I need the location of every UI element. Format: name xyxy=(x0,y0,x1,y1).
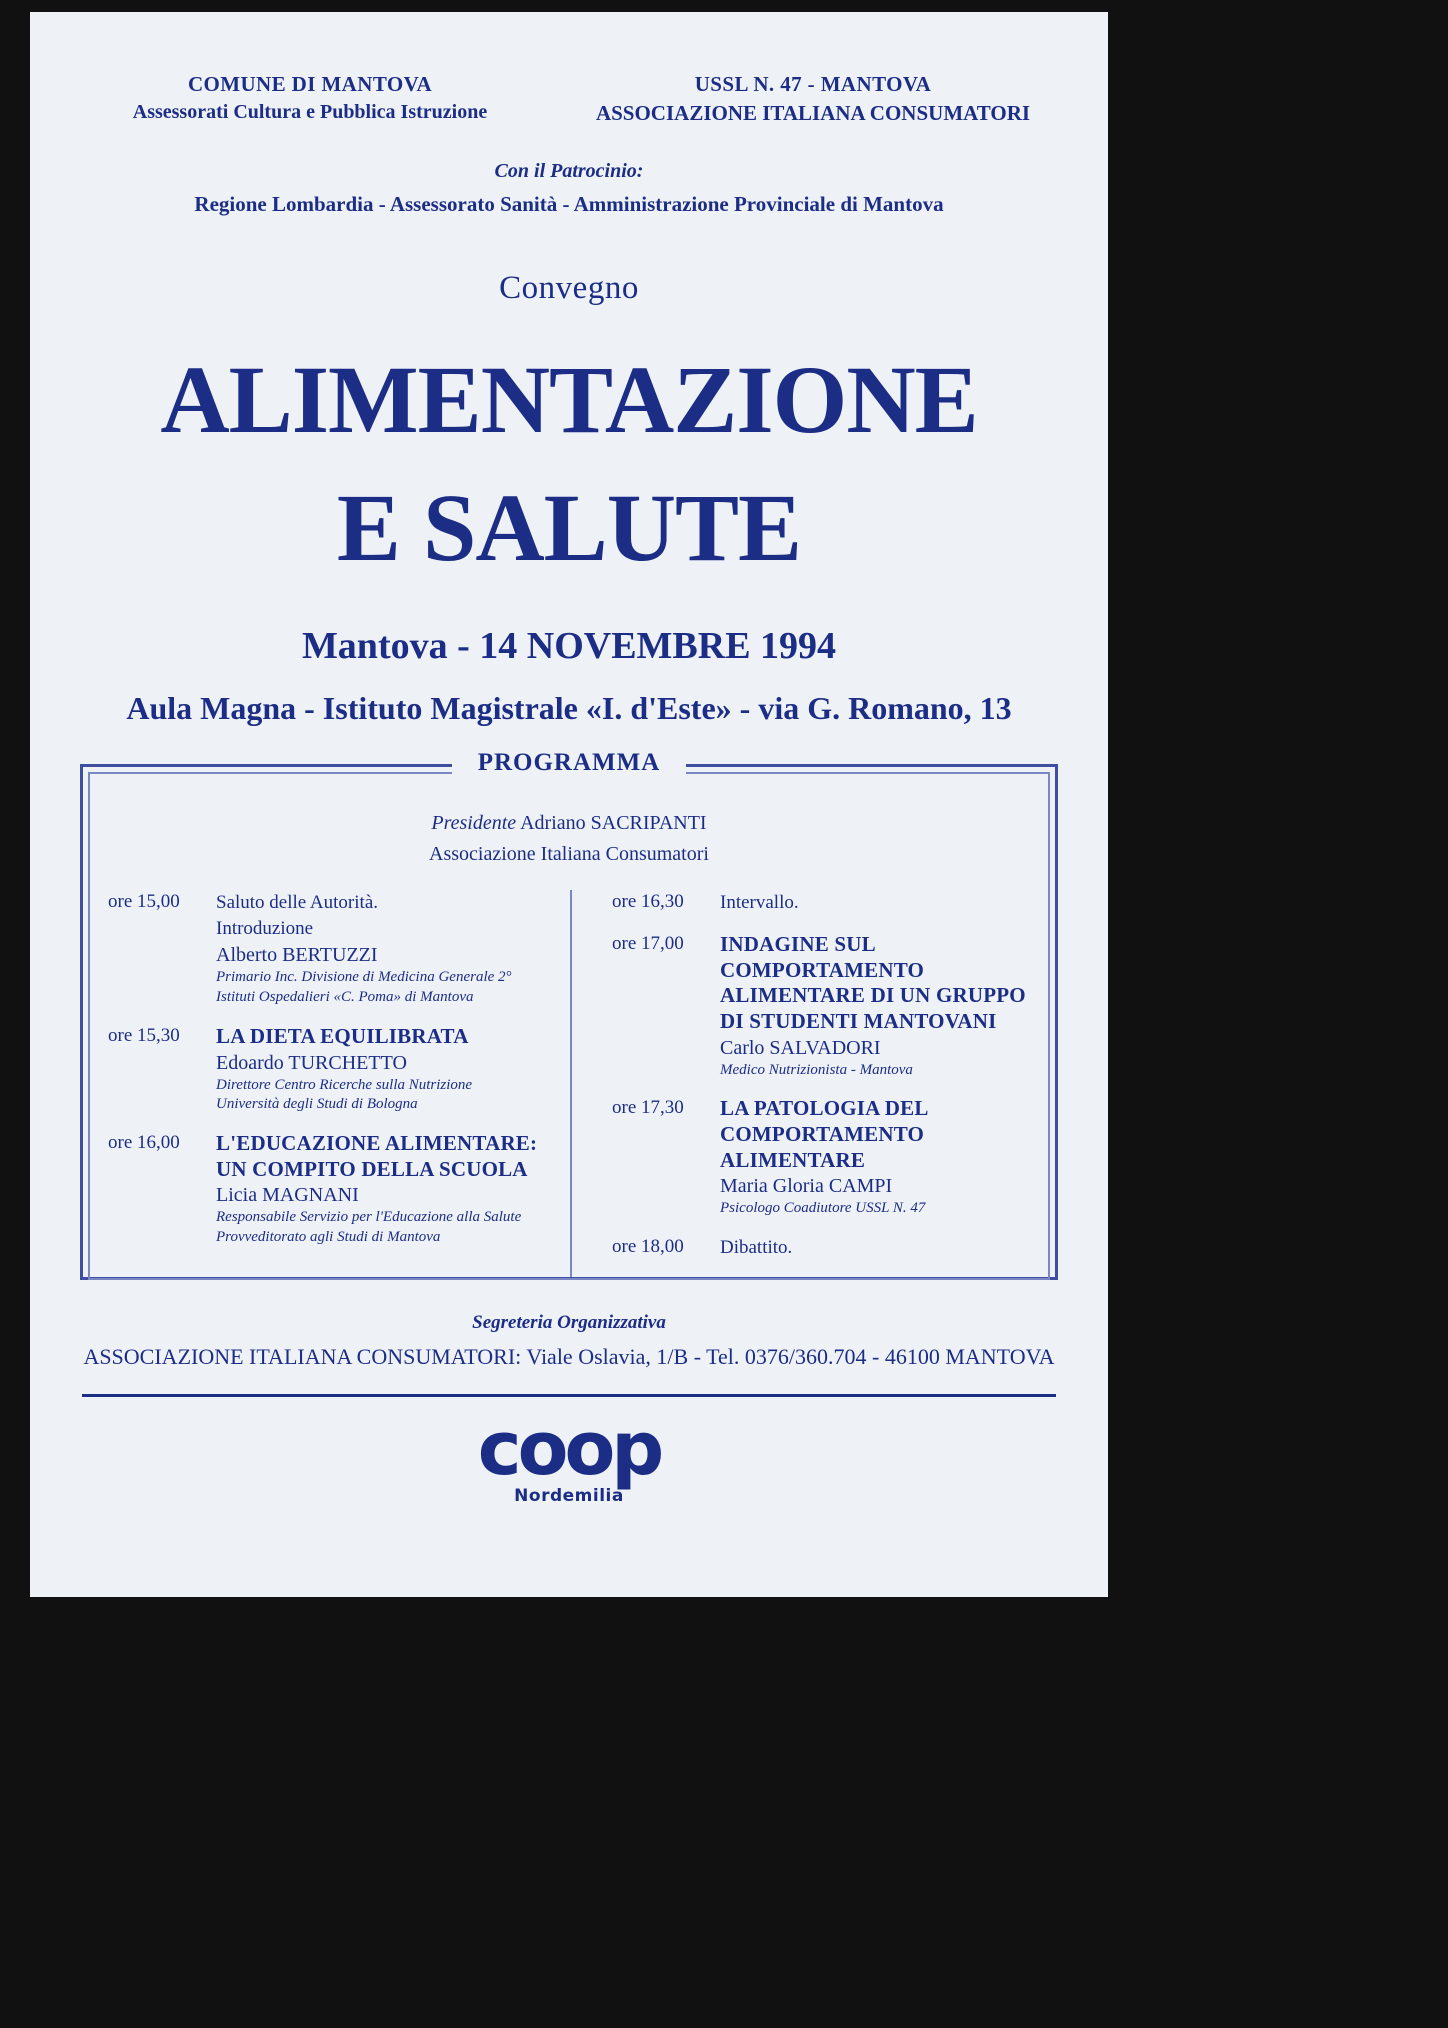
programme-item xyxy=(612,1235,1032,1261)
patronage-block xyxy=(30,160,1108,217)
programme-item-name-line: Maria Gloria CAMPI xyxy=(720,1175,893,1198)
programme-item-topic-line: ALIMENTARE DI UN GRUPPO xyxy=(720,983,1026,1008)
programme-item-name-line: Edoardo TURCHETTO xyxy=(216,1051,407,1074)
programme-item xyxy=(612,1096,1032,1219)
footer-divider xyxy=(82,1394,1056,1397)
programme-item-body xyxy=(216,1024,544,1115)
programme-item-name-line: Alberto BERTUZZI xyxy=(216,944,378,967)
programme-item-body xyxy=(216,1131,544,1248)
event-kicker: Convegno xyxy=(499,270,639,306)
programme-item-aff-line: Responsabile Servizio per l'Educazione alla Salute xyxy=(216,1209,522,1226)
president-role: Presidente xyxy=(431,812,517,834)
header-left-line1: COMUNE DI MANTOVA xyxy=(187,72,433,96)
programme-item-aff-line: Medico Nutrizionista - Mantova xyxy=(720,1061,913,1078)
programme-item-plain-line: Intervallo. xyxy=(720,892,799,913)
programme-item xyxy=(612,890,1032,916)
programme-item-time: ore 18,00 xyxy=(612,1236,684,1258)
programme-item-time: ore 15,00 xyxy=(108,891,180,912)
patronage-text: Regione Lombardia - Assessorato Sanità - Amministrazione Provinciale di Mantova xyxy=(194,192,944,216)
header-left-organisation xyxy=(90,72,530,126)
programme-item xyxy=(108,1131,544,1248)
president-name: Adriano SACRIPANTI xyxy=(520,812,707,834)
programme-item-topic-line: LA DIETA EQUILIBRATA xyxy=(216,1024,469,1049)
programme-item-topic-line: L'EDUCAZIONE ALIMENTARE: xyxy=(216,1131,538,1156)
programme-item-aff-line: Primario Inc. Divisione di Medicina Generale 2° xyxy=(216,969,512,986)
president-organisation: Associazione Italiana Consumatori xyxy=(429,843,709,865)
programme-column-left xyxy=(108,890,570,1277)
programme-item-body xyxy=(216,890,544,1008)
header-right-line2: ASSOCIAZIONE ITALIANA CONSUMATORI xyxy=(595,101,1031,125)
programme-item-aff-line: Provveditorato agli Studi di Mantova xyxy=(216,1229,441,1246)
programme-item-aff-line: Psicologo Coadiutore USSL N. 47 xyxy=(720,1200,926,1217)
programme-item-topic-line: ALIMENTARE xyxy=(720,1147,866,1172)
programme-item-aff-line: Università degli Studi di Bologna xyxy=(216,1096,418,1113)
programme-item-topic-line: LA PATOLOGIA DEL COMPORTAMENTO xyxy=(720,1096,928,1147)
page-title-line2: E SALUTE xyxy=(336,474,802,581)
coop-logo-subtitle: Nordemilia xyxy=(514,1486,624,1507)
header-right-organisation xyxy=(578,72,1048,126)
programme-item-plain-line: Saluto delle Autorità. xyxy=(216,892,379,913)
programme-columns xyxy=(108,890,1032,1277)
programme-item-body xyxy=(720,1096,1032,1219)
programme-item-body xyxy=(720,1235,1032,1261)
header-right-line1: USSL N. 47 - MANTOVA xyxy=(694,72,932,96)
programme-item-time: ore 16,00 xyxy=(108,1132,180,1154)
header-left-line2: Assessorati Cultura e Pubblica Istruzione xyxy=(132,101,488,123)
programme-item-time: ore 17,00 xyxy=(612,933,684,955)
programme-item-aff-line: Istituti Ospedalieri «C. Poma» di Mantova xyxy=(216,989,474,1006)
programme-item-plain-line: Dibattito. xyxy=(720,1237,793,1259)
secretariat-text: ASSOCIAZIONE ITALIANA CONSUMATORI: Viale Oslavia, 1/B - Tel. 0376/360.704 - 46100 MANTOVA xyxy=(83,1344,1055,1369)
programme-item-aff-line: Direttore Centro Ricerche sulla Nutrizione xyxy=(216,1076,473,1093)
poster-sheet xyxy=(30,12,1108,1597)
programme-item-topic-line: INDAGINE SUL COMPORTAMENTO xyxy=(720,932,925,982)
programme-column-right xyxy=(570,890,1032,1277)
coop-logo-wordmark: coop xyxy=(477,1406,661,1492)
secretariat-label: Segreteria Organizzativa xyxy=(472,1312,666,1333)
programme-item-body xyxy=(720,932,1032,1080)
programme-president xyxy=(30,812,1108,866)
coop-logo xyxy=(30,1406,1108,1507)
president-line xyxy=(30,812,1108,835)
programme-label xyxy=(30,749,1108,777)
page-title-line1: ALIMENTAZIONE xyxy=(160,346,978,453)
event-date: Mantova - 14 NOVEMBRE 1994 xyxy=(301,625,837,667)
programme-item-plain-line: Introduzione xyxy=(216,918,314,940)
programme-item-time: ore 17,30 xyxy=(612,1097,684,1119)
event-venue: Aula Magna - Istituto Magistrale «I. d'Este» - via G. Romano, 13 xyxy=(126,690,1012,726)
programme-item-topic-line: DI STUDENTI MANTOVANI xyxy=(720,1009,997,1034)
programme-item xyxy=(108,1024,544,1115)
programme-item-name-line: Carlo SALVADORI xyxy=(720,1036,881,1059)
programme-item-time: ore 16,30 xyxy=(612,891,684,912)
programme-label-text: PROGRAMMA xyxy=(452,749,687,776)
programme-item-topic-line: UN COMPITO DELLA SCUOLA xyxy=(216,1156,528,1181)
poster-header xyxy=(30,72,1108,126)
programme-item-time: ore 15,30 xyxy=(108,1025,180,1047)
patronage-label: Con il Patrocinio: xyxy=(494,160,644,182)
programme-item xyxy=(612,932,1032,1080)
programme-item-name-line: Licia MAGNANI xyxy=(216,1184,359,1207)
programme-item-body xyxy=(720,890,1032,916)
programme-item xyxy=(108,890,544,1008)
